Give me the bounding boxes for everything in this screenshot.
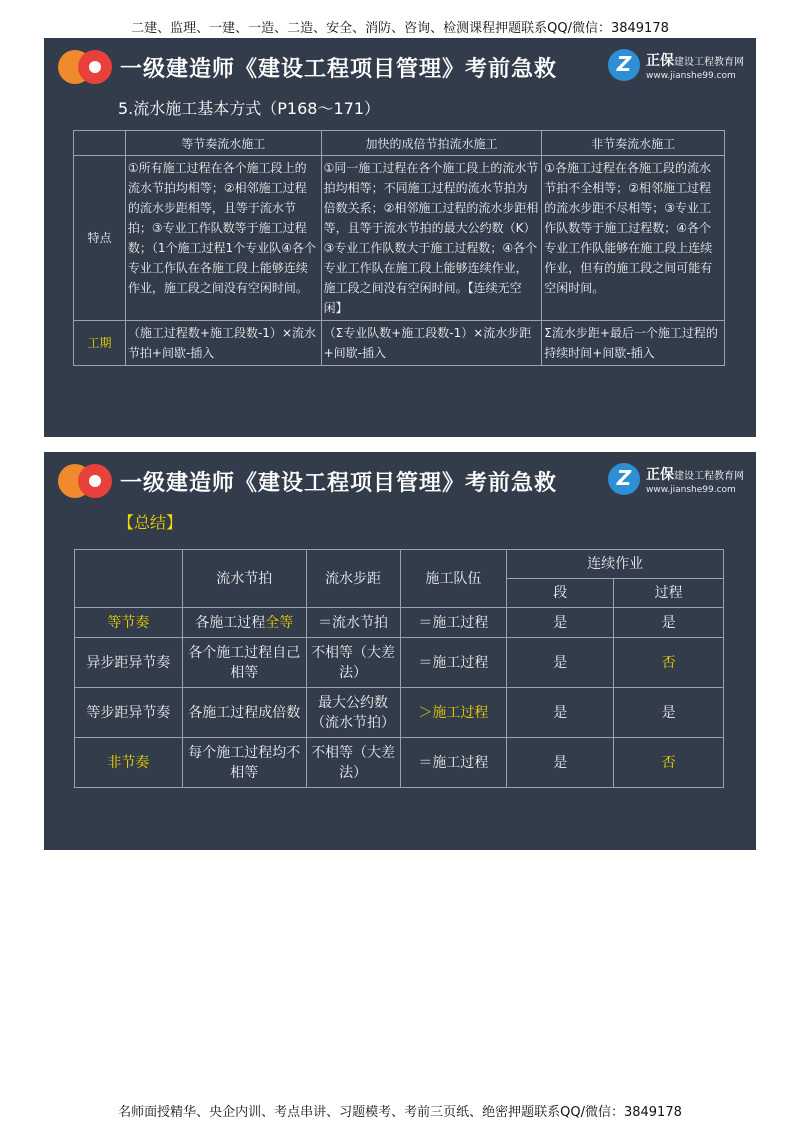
table-cell: 不相等（大差法） xyxy=(306,738,400,788)
brand-name-main: 正保 xyxy=(646,467,674,483)
table-cell: 是 xyxy=(614,688,724,738)
table-cell: ＞施工过程 xyxy=(400,688,507,738)
table-cell: 是 xyxy=(507,738,614,788)
header-cell-accelerated: 加快的成倍节拍流水施工 xyxy=(321,131,542,156)
brand-logo xyxy=(608,47,753,87)
brand-logo xyxy=(608,461,753,501)
table-cell: 是 xyxy=(507,608,614,638)
beat-highlight: 全等 xyxy=(265,614,294,631)
header-cell-team: 施工队伍 xyxy=(400,550,507,608)
table-cell: ＝流水节拍 xyxy=(306,608,400,638)
slide-flow-methods xyxy=(44,38,756,437)
row-label-features: 特点 xyxy=(74,156,126,321)
header-cell-equal-rhythm: 等节奏流水施工 xyxy=(125,131,321,156)
header-cell-non-rhythm: 非节奏流水施工 xyxy=(542,131,725,156)
brand-z-icon: Z xyxy=(608,463,640,495)
table-cell: Σ流水步距+最后一个施工过程的持续时间+间歇-插入 xyxy=(542,321,725,366)
slide-summary xyxy=(44,452,756,850)
table-cell: 是 xyxy=(507,638,614,688)
orange-circles-logo xyxy=(58,50,114,84)
slide-title: 一级建造师《建设工程项目管理》考前急救 xyxy=(120,471,558,496)
table-row xyxy=(75,608,724,638)
orange-circles-logo xyxy=(58,464,114,498)
table-cell: 各施工过程成倍数 xyxy=(182,688,306,738)
row-type: 异步距异节奏 xyxy=(75,638,183,688)
table-cell: 否 xyxy=(614,738,724,788)
table-cell: ＝施工过程 xyxy=(400,738,507,788)
beat-text: 各施工过程 xyxy=(195,614,266,631)
slide-title: 一级建造师《建设工程项目管理》考前急救 xyxy=(120,57,558,82)
table-cell: 不相等（大差法） xyxy=(306,638,400,688)
table-cell: 是 xyxy=(507,688,614,738)
header-cell-process: 过程 xyxy=(614,579,724,608)
table-row xyxy=(75,738,724,788)
brand-z-icon: Z xyxy=(608,49,640,81)
table-cell: （Σ专业队数+施工段数-1）×流水步距+间歇-插入 xyxy=(321,321,542,366)
brand-name-main: 正保 xyxy=(646,53,674,69)
table-header-row xyxy=(74,131,725,156)
table-row xyxy=(75,688,724,738)
table-cell: 是 xyxy=(614,608,724,638)
row-type: 非节奏 xyxy=(75,738,183,788)
header-cell-empty xyxy=(74,131,126,156)
summary-table xyxy=(74,549,724,788)
brand-name-sub: 建设工程教育网 xyxy=(674,471,744,482)
page-footer: 名师面授精华、央企内训、考点串讲、习题模考、考前三页纸、绝密押题联系QQ/微信：3849178 xyxy=(118,1105,682,1120)
table-cell: ＝施工过程 xyxy=(400,638,507,688)
row-type: 等步距异节奏 xyxy=(75,688,183,738)
table-header-row xyxy=(75,550,724,579)
table-row xyxy=(74,321,725,366)
table-cell: ①同一施工过程在各个施工段上的流水节拍均相等；不同施工过程的流水节拍为倍数关系；②相邻施工过程的流水步距相等，且等于流水节拍的最大公约数（K）③专业工作队数大于施工过程数；④各个专业工作队在施工段上能够连续作业，施工段之间没有空闲时间。【连续无空闲】 xyxy=(321,156,542,321)
table-cell: ＝施工过程 xyxy=(400,608,507,638)
flow-methods-table xyxy=(73,130,725,366)
header-cell-continuous: 连续作业 xyxy=(507,550,724,579)
header-cell-step: 流水步距 xyxy=(306,550,400,608)
row-type: 等节奏 xyxy=(75,608,183,638)
section-subtitle: 5.流水施工基本方式（P168～171） xyxy=(118,99,380,118)
page-header: 二建、监理、一建、一造、二造、安全、消防、咨询、检测课程押题联系QQ/微信：3849178 xyxy=(131,21,669,36)
table-cell: 否 xyxy=(614,638,724,688)
brand-name-sub: 建设工程教育网 xyxy=(674,57,744,68)
row-label-duration: 工期 xyxy=(74,321,126,366)
table-cell: ①各施工过程在各施工段的流水节拍不全相等；②相邻施工过程的流水步距不尽相等；③专业工作队数等于施工过程数；④各个专业工作队能够在施工段上连续作业，但有的施工段之间可能有空闲时间。 xyxy=(542,156,725,321)
table-cell: ①所有施工过程在各个施工段上的流水节拍均相等；②相邻施工过程的流水步距相等，且等于流水节拍；③专业工作队数等于施工过程数；（1个施工过程1个专业队④各个专业工作队在各施工段上能够连续作业，施工段之间没有空闲时间。 xyxy=(125,156,321,321)
table-cell xyxy=(182,608,306,638)
brand-url: www.jianshe99.com xyxy=(646,71,736,81)
table-cell: 最大公约数（流水节拍） xyxy=(306,688,400,738)
summary-label: 【总结】 xyxy=(118,513,183,532)
table-row xyxy=(75,638,724,688)
header-cell-segment: 段 xyxy=(507,579,614,608)
header-cell-empty xyxy=(75,550,183,608)
table-row xyxy=(74,156,725,321)
brand-url: www.jianshe99.com xyxy=(646,485,736,495)
header-cell-beat: 流水节拍 xyxy=(182,550,306,608)
table-cell: 每个施工过程均不相等 xyxy=(182,738,306,788)
table-cell: （施工过程数+施工段数-1）×流水节拍+间歇-插入 xyxy=(125,321,321,366)
table-cell: 各个施工过程自己相等 xyxy=(182,638,306,688)
